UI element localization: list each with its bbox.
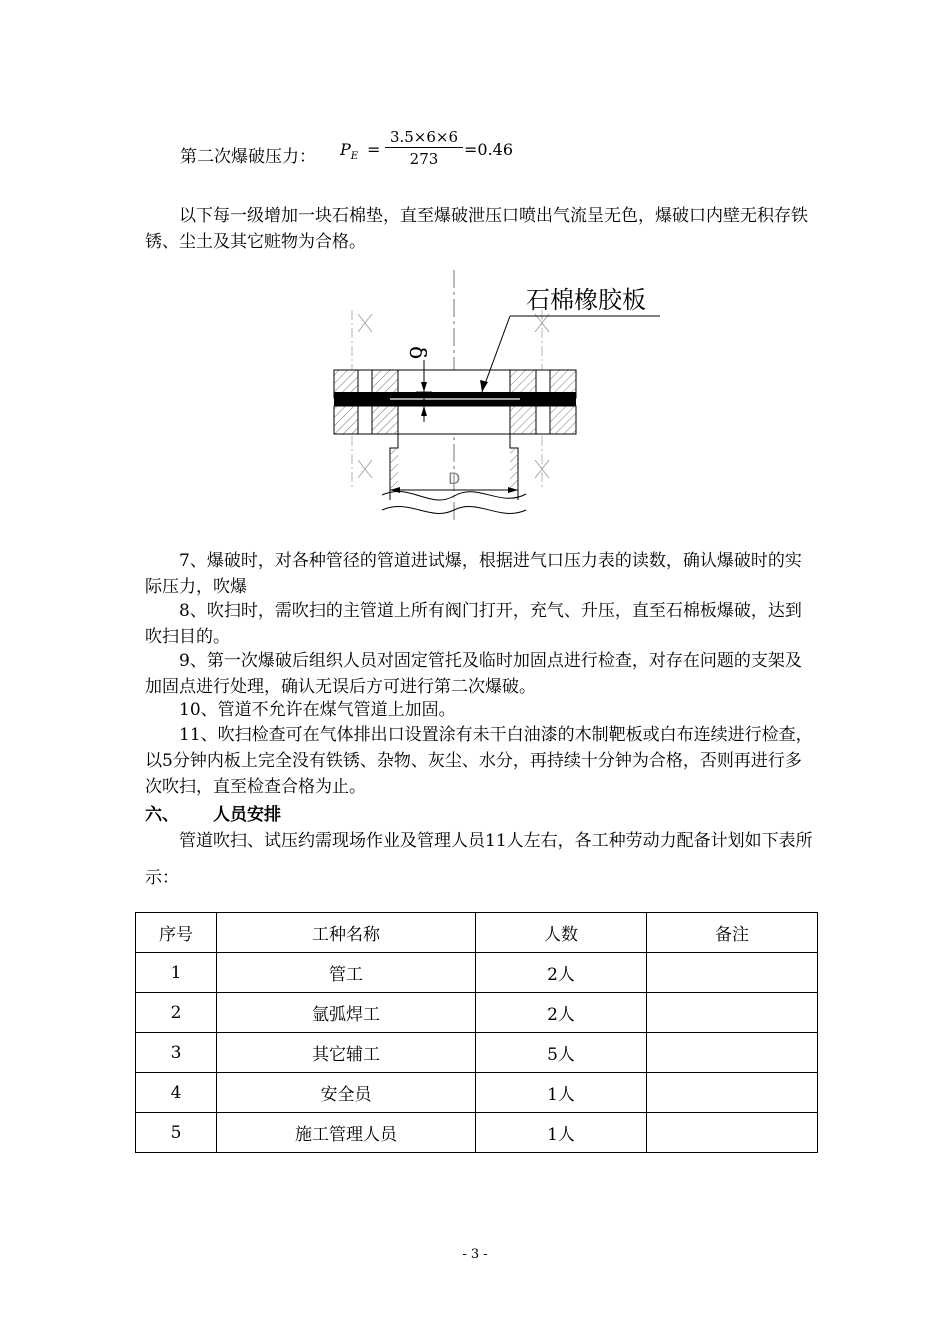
flange-diagram xyxy=(320,270,646,534)
paragraph-8: 8、吹扫时，需吹扫的主管道上所有阀门打开，充气、升压，直至石棉板爆破，达到吹扫目的。 xyxy=(145,601,802,647)
diameter-label: D xyxy=(448,469,461,488)
staffing-table xyxy=(135,912,818,1153)
page-number: - 3 - xyxy=(462,1247,488,1262)
table-row: 1 管工 2人 xyxy=(136,953,818,993)
section-title: 人员安排 xyxy=(213,805,281,825)
formula-numerator: 3.5×6×6 xyxy=(385,128,463,148)
formula-equals: = xyxy=(367,140,381,159)
table-row: 4 安全员 1人 xyxy=(136,1073,818,1113)
formula-denominator: 273 xyxy=(409,150,439,168)
header-trade: 工种名称 xyxy=(217,913,476,953)
paragraph-9: 9、第一次爆破后组织人员对固定管托及临时加固点进行检查，对存在问题的支架及加固点进行处理，确认无误后方可进行第二次爆破。 xyxy=(145,651,802,697)
formula-symbol: $P_E$ xyxy=(340,140,359,163)
thickness-label: δ xyxy=(404,346,429,360)
paragraph-7: 7、爆破时，对各种管径的管道进试爆，根据进气口压力表的读数，确认爆破时的实际压力，吹爆 xyxy=(145,551,802,597)
table-header-row xyxy=(136,913,818,953)
formula-label: 第二次爆破压力： xyxy=(180,147,316,167)
table-row: 2 氩弧焊工 2人 xyxy=(136,993,818,1033)
asbestos-rubber-label: 石棉橡胶板 xyxy=(526,286,646,314)
formula-result: =0.46 xyxy=(464,140,514,159)
section-heading xyxy=(145,800,281,825)
pipe-break-upper xyxy=(382,491,526,500)
formula-fraction xyxy=(385,128,463,168)
header-remark: 备注 xyxy=(647,913,818,953)
flange-drawing xyxy=(320,270,646,530)
lower-flange xyxy=(334,406,576,434)
paragraph-staffing: 管道吹扫、试压约需现场作业及管理人员11人左右，各工种劳动力配备计划如下表所示： xyxy=(145,831,813,888)
paragraph-intro: 以下每一级增加一块石棉垫，直至爆破泄压口喷出气流呈无色，爆破口内壁无积存铁锈、尘土及其它赃物为合格。 xyxy=(145,206,808,252)
table-row: 5 施工管理人员 1人 xyxy=(136,1113,818,1153)
header-count: 人数 xyxy=(476,913,647,953)
formula-subscript: E xyxy=(350,151,359,163)
paragraph-10: 10、管道不允许在煤气管道上加固。 xyxy=(179,700,456,720)
header-index: 序号 xyxy=(136,913,217,953)
table-row: 3 其它辅工 5人 xyxy=(136,1033,818,1073)
section-number: 六、 xyxy=(145,805,179,825)
paragraph-11: 11、吹扫检查可在气体排出口设置涂有未干白油漆的木制靶板或白布连续进行检查，以5分钟内板上完全没有铁锈、杂物、灰尘、水分，再持续十分钟为合格，否则再进行多次吹扫，直至检查合格为止。 xyxy=(145,725,813,797)
